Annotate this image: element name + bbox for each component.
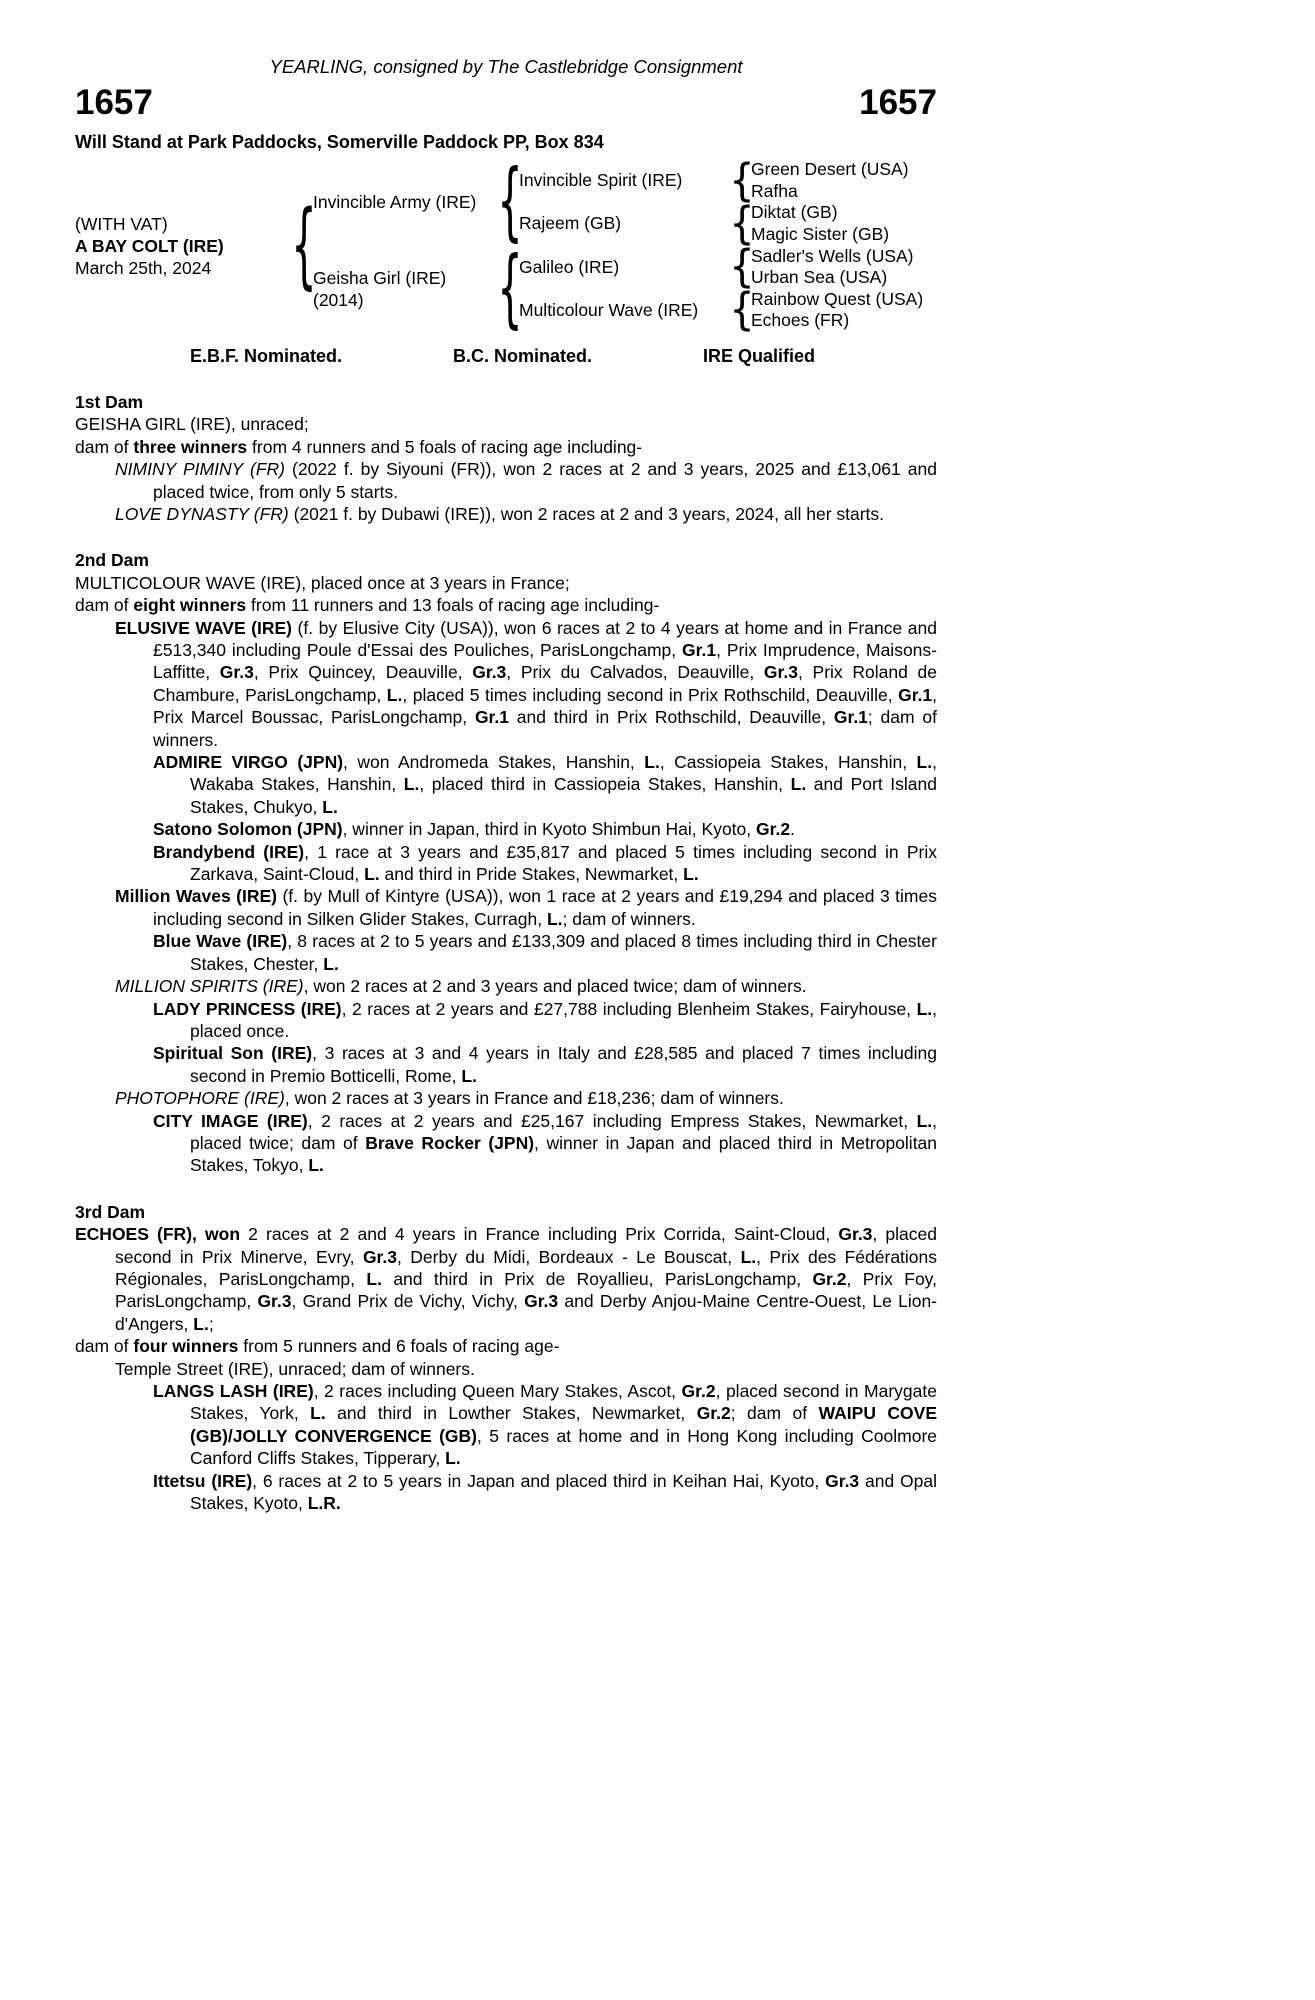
text-segment: , placed 5 times including second in Prix Rothschild, Deauville, <box>402 684 899 705</box>
catalogue-paragraph <box>75 1042 937 1087</box>
pedigree-brace-main <box>291 159 317 332</box>
catalogue-paragraph <box>75 1223 937 1335</box>
dam-year: (2014) <box>313 289 364 310</box>
brace-icon: { <box>291 191 317 300</box>
sire-sire-name: Invincible Spirit (IRE) <box>519 170 683 191</box>
pedigree-table <box>75 152 937 339</box>
text-segment: , 3 races at 3 and 4 years in Italy and £28,585 and placed 7 times including second in Premio Botticelli, Rome, <box>190 1043 937 1086</box>
text-segment: and Opal Stakes, Kyoto, <box>190 1470 937 1514</box>
text-segment: 2 races at 2 and 4 years in France including Prix Corrida, Saint-Cloud, <box>240 1224 839 1245</box>
text-segment: Ittetsu (IRE) <box>153 1470 253 1491</box>
text-segment: , won 2 races at 2 and 3 years and placed twice; dam of winners. <box>303 976 807 997</box>
catalogue-paragraph <box>75 1380 937 1470</box>
text-segment: from 4 runners and 5 foals of racing age including- <box>247 436 643 457</box>
text-segment: , Wakaba Stakes, Hanshin, <box>190 752 937 795</box>
text-segment: Gr.3 <box>838 1224 873 1245</box>
text-segment: dam of <box>75 436 134 457</box>
dam-sire-block <box>519 241 923 293</box>
catalogue-paragraph <box>75 594 937 616</box>
text-segment: Gr.1 <box>474 707 509 728</box>
text-segment: . <box>790 819 795 840</box>
brace-icon: { <box>729 155 755 207</box>
text-segment: Gr.3 <box>362 1246 397 1267</box>
text-segment: Gr.3 <box>472 662 507 683</box>
ancestor-name: Sadler's Wells (USA) <box>751 245 914 266</box>
text-segment: and third in Prix Rothschild, Deauville, <box>509 707 834 728</box>
catalogue-paragraph <box>75 617 937 751</box>
text-segment: L. <box>790 774 807 795</box>
text-segment: L. <box>386 684 403 705</box>
catalogue-paragraph <box>75 1470 937 1515</box>
text-segment: L. <box>322 796 338 817</box>
text-segment: , Prix Imprudence, Maisons-Laffitte, <box>153 640 937 683</box>
text-segment: L. <box>461 1065 477 1086</box>
sire-name: Invincible Army (IRE) <box>313 192 477 213</box>
text-segment: MILLION SPIRITS (IRE) <box>115 976 304 997</box>
text-segment: , Prix Foy, ParisLongchamp, <box>115 1268 937 1312</box>
catalogue-paragraph <box>75 751 937 818</box>
text-segment: , placed second in Marygate Stakes, York, <box>190 1381 937 1424</box>
sire-dam-name: Rajeem (GB) <box>519 213 622 234</box>
text-segment: , Prix du Calvados, Deauville, <box>506 662 764 683</box>
text-segment: Gr.1 <box>682 640 717 660</box>
text-segment: , Prix Marcel Boussac, ParisLongchamp, <box>153 684 938 728</box>
text-segment: (f. by Mull of Kintyre (USA)), won 1 race at 2 years and £19,294 and placed 3 times including second in Silken Glider Stakes, Curragh, <box>153 886 937 929</box>
section-heading: 1st Dam <box>75 391 144 412</box>
text-segment: dam of <box>75 1336 134 1357</box>
lot-number-left: 1657 <box>75 83 153 123</box>
text-segment: from 11 runners and 13 foals of racing age including- <box>246 595 660 616</box>
text-segment: (2022 f. by Siyouni (FR)), won 2 races at 2 and 3 years, 2025 and £13,061 and placed twice, from only 5 starts. <box>153 459 937 502</box>
dam-name-line: Geisha Girl (IRE) <box>313 267 447 288</box>
text-segment: , Cassiopeia Stakes, Hanshin, <box>659 752 917 773</box>
text-segment: and third in Lowther Stakes, Newmarket, <box>325 1403 697 1424</box>
text-segment: , 5 races at home and in Hong Kong including Coolmore Canford Cliffs Stakes, Tipperary, <box>190 1425 938 1469</box>
sire-dam-block <box>519 198 909 250</box>
text-segment: from 5 runners and 6 foals of racing age- <box>238 1336 560 1357</box>
text-segment: ADMIRE VIRGO (JPN) <box>153 752 344 773</box>
text-segment: ELUSIVE WAVE (IRE) <box>115 617 293 638</box>
dam-sire-name: Galileo (IRE) <box>519 256 620 277</box>
dam-parents <box>519 241 924 337</box>
catalogue-paragraph <box>75 975 937 997</box>
text-segment: PHOTOPHORE (IRE) <box>115 1088 285 1109</box>
text-segment: Brave Rocker (JPN) <box>365 1132 535 1153</box>
text-segment: L. <box>366 1268 382 1289</box>
text-segment: , winner in Japan, third in Kyoto Shimbun Hai, Kyoto, <box>342 819 756 840</box>
text-segment: Gr.3 <box>257 1291 292 1312</box>
text-segment: L. <box>683 864 699 885</box>
text-segment: GEISHA GIRL (IRE), unraced; <box>75 414 309 435</box>
text-segment: L. <box>445 1448 461 1469</box>
sire-sire-block <box>519 155 909 207</box>
text-segment: , won Andromeda Stakes, Hanshin, <box>343 752 645 773</box>
sire-sire-brace <box>729 155 755 207</box>
text-segment: and Derby Anjou-Maine Centre-Ouest, Le Lion-d'Angers, <box>115 1291 938 1334</box>
ebf-nominated: E.B.F. Nominated. <box>190 345 343 366</box>
nominations-row <box>75 346 937 367</box>
text-segment: (f. by Elusive City (USA)), won 6 races at 2 to 4 years at home and in France and £513,340 including Poule d'Essai des Pouliches, ParisLongchamp, <box>153 617 937 660</box>
text-segment: eight winners <box>133 595 247 616</box>
text-segment: Million Waves (IRE) <box>115 886 277 907</box>
text-segment: , 2 races at 2 years and £27,788 including Blenheim Stakes, Fairyhouse, <box>341 998 917 1019</box>
text-segment: Temple Street (IRE), unraced; dam of winners. <box>115 1358 475 1379</box>
text-segment: , Grand Prix de Vichy, Vichy, <box>291 1291 525 1312</box>
text-segment: L. <box>308 1155 324 1176</box>
text-segment: L. <box>193 1313 209 1334</box>
catalogue-paragraph <box>75 572 937 594</box>
text-segment: L. <box>644 752 660 773</box>
text-segment: ; dam of winners. <box>562 908 696 929</box>
text-segment: L. <box>546 908 563 929</box>
colt-name: A BAY COLT (IRE) <box>75 235 224 256</box>
text-segment: L. <box>740 1246 757 1267</box>
brace-icon: { <box>729 241 755 293</box>
text-segment: and third in Pride Stakes, Newmarket, <box>379 864 684 885</box>
text-segment: , placed second in Prix Minerve, Evry, <box>115 1224 937 1267</box>
ancestor-name: Urban Sea (USA) <box>751 267 888 288</box>
text-segment: dam of <box>75 595 134 616</box>
text-segment: CITY IMAGE (IRE) <box>153 1110 308 1131</box>
ancestor-name: Echoes (FR) <box>751 310 850 331</box>
text-segment: Gr.3 <box>219 662 254 683</box>
text-segment: L. <box>364 864 380 885</box>
text-segment: , winner in Japan and placed third in Metropolitan Stakes, Tokyo, <box>190 1132 938 1176</box>
ancestor-name: Magic Sister (GB) <box>751 223 890 244</box>
sire-block <box>313 152 923 252</box>
dam-sire-brace <box>729 241 755 293</box>
text-segment: Gr.3 <box>763 662 798 683</box>
text-segment: Gr.1 <box>833 707 868 728</box>
stand-location-line: Will Stand at Park Paddocks, Somerville Paddock PP, Box 834 <box>75 132 604 153</box>
text-segment: Satono Solomon (JPN) <box>153 819 343 840</box>
pedigree-generation-1 <box>313 152 924 339</box>
text-segment: LOVE DYNASTY (FR) <box>115 503 289 524</box>
text-segment: Gr.3 <box>524 1291 559 1312</box>
sire-parents <box>519 155 909 250</box>
brace-icon: { <box>497 239 523 339</box>
ire-qualified: IRE Qualified <box>702 345 815 366</box>
foal-date: March 25th, 2024 <box>75 257 212 278</box>
text-segment: four winners <box>133 1336 239 1357</box>
text-segment: Spiritual Son (IRE) <box>153 1043 313 1064</box>
brace-icon: { <box>729 198 755 250</box>
brace-icon: { <box>729 284 755 337</box>
text-segment: , Prix des Fédérations Régionales, ParisLongchamp, <box>115 1246 938 1289</box>
text-segment: L. <box>310 1403 326 1424</box>
text-segment: ; <box>208 1313 214 1334</box>
ancestor-name: Diktat (GB) <box>751 202 838 223</box>
dam-block <box>313 239 924 339</box>
catalogue-paragraph <box>75 503 937 525</box>
dam-dam-brace <box>729 284 755 337</box>
text-segment: NIMINY PIMINY (FR) <box>115 459 285 480</box>
sire-dam-parents <box>751 202 889 245</box>
dam-dam-block <box>519 284 924 337</box>
text-segment: , won 2 races at 3 years in France and £18,236; dam of winners. <box>284 1088 784 1109</box>
catalogue-paragraph <box>75 1110 937 1177</box>
colt-details <box>75 213 295 279</box>
text-segment: L.R. <box>307 1493 341 1514</box>
dam-dam-parents <box>751 289 923 332</box>
text-segment: ; dam of winners. <box>153 707 937 750</box>
lot-number-row <box>75 83 937 123</box>
dam-dam-name: Multicolour Wave (IRE) <box>519 299 699 320</box>
catalogue-paragraph <box>75 1358 937 1380</box>
catalogue-paragraph <box>75 930 937 975</box>
dam-brace <box>497 239 523 339</box>
brace-icon: { <box>497 152 523 252</box>
text-segment: , placed twice; dam of <box>190 1110 937 1153</box>
dam-sire-parents <box>751 246 914 289</box>
text-segment: L. <box>323 953 339 974</box>
text-segment: , Prix Quincey, Deauville, <box>253 662 473 683</box>
text-segment: ; dam of <box>730 1403 819 1424</box>
vat-note: (WITH VAT) <box>75 213 168 234</box>
text-segment: L. <box>403 774 420 795</box>
sire-sire-parents <box>751 159 909 202</box>
ancestor-name: Rainbow Quest (USA) <box>751 288 924 309</box>
text-segment: WAIPU COVE (GB)/JOLLY CONVERGENCE (GB) <box>190 1403 937 1446</box>
catalogue-paragraph <box>75 413 937 435</box>
dam-sections <box>75 391 937 1515</box>
text-segment: , 8 races at 2 to 5 years and £133,309 and placed 8 times including third in Chester Stakes, Chester, <box>190 931 937 974</box>
text-segment: LANGS LASH (IRE) <box>153 1381 314 1401</box>
text-segment: , 1 race at 3 years and £35,817 and placed 5 times including second in Prix Zarkava, Saint-Cloud, <box>190 841 937 885</box>
section-heading: 3rd Dam <box>75 1201 146 1222</box>
text-segment: Blue Wave (IRE) <box>153 931 288 952</box>
sire-brace <box>497 152 523 252</box>
ancestor-name: Rafha <box>751 180 798 201</box>
text-segment: Gr.1 <box>898 684 933 705</box>
sire-dam-brace <box>729 198 755 250</box>
text-segment: , placed third in Cassiopeia Stakes, Hanshin, <box>419 774 791 795</box>
page-content <box>75 56 937 1514</box>
text-segment: Gr.2 <box>756 819 791 840</box>
ancestor-name: Green Desert (USA) <box>751 159 909 180</box>
text-segment: (2021 f. by Dubawi (IRE)), won 2 races at 2 and 3 years, 2024, all her starts. <box>288 503 885 524</box>
text-segment: Gr.2 <box>696 1403 731 1424</box>
text-segment: Gr.3 <box>825 1470 860 1491</box>
text-segment: , Derby du Midi, Bordeaux - Le Bouscat, <box>397 1246 741 1267</box>
text-segment: and Port Island Stakes, Chukyo, <box>190 774 937 817</box>
text-segment: , 2 races including Queen Mary Stakes, Ascot, <box>313 1381 682 1401</box>
catalogue-paragraph <box>75 885 937 930</box>
catalogue-paragraph <box>75 998 937 1043</box>
catalogue-paragraph <box>75 841 937 886</box>
text-segment: ECHOES (FR), won <box>75 1224 241 1245</box>
text-segment: MULTICOLOUR WAVE (IRE), placed once at 3 years in France; <box>75 572 570 593</box>
text-segment: , Prix Roland de Chambure, ParisLongchamp, <box>153 662 937 705</box>
text-segment: L. <box>916 1110 933 1131</box>
dam-name <box>313 267 501 311</box>
bc-nominated: B.C. Nominated. <box>452 345 592 366</box>
text-segment: , 6 races at 2 to 5 years in Japan and placed third in Keihan Hai, Kyoto, <box>252 1470 826 1491</box>
text-segment: L. <box>916 998 933 1019</box>
catalogue-paragraph <box>75 1087 937 1109</box>
catalogue-paragraph <box>75 818 937 840</box>
text-segment: , placed once. <box>190 998 937 1041</box>
text-segment: Gr.2 <box>812 1268 847 1289</box>
catalogue-paragraph <box>75 436 937 458</box>
text-segment: , 2 races at 2 years and £25,167 including Empress Stakes, Newmarket, <box>307 1110 917 1131</box>
catalogue-paragraph <box>75 458 937 503</box>
text-segment: L. <box>916 752 933 773</box>
text-segment: LADY PRINCESS (IRE) <box>153 998 342 1019</box>
section-heading: 2nd Dam <box>75 550 149 571</box>
text-segment: Brandybend (IRE) <box>153 841 305 862</box>
catalogue-paragraph <box>75 1335 937 1357</box>
lot-number-right: 1657 <box>859 83 937 123</box>
consignment-line: YEARLING, consigned by The Castlebridge Consignment <box>269 56 743 77</box>
text-segment: three winners <box>133 436 248 457</box>
text-segment: and third in Prix de Royallieu, ParisLongchamp, <box>381 1268 813 1289</box>
text-segment: Gr.2 <box>681 1381 716 1401</box>
